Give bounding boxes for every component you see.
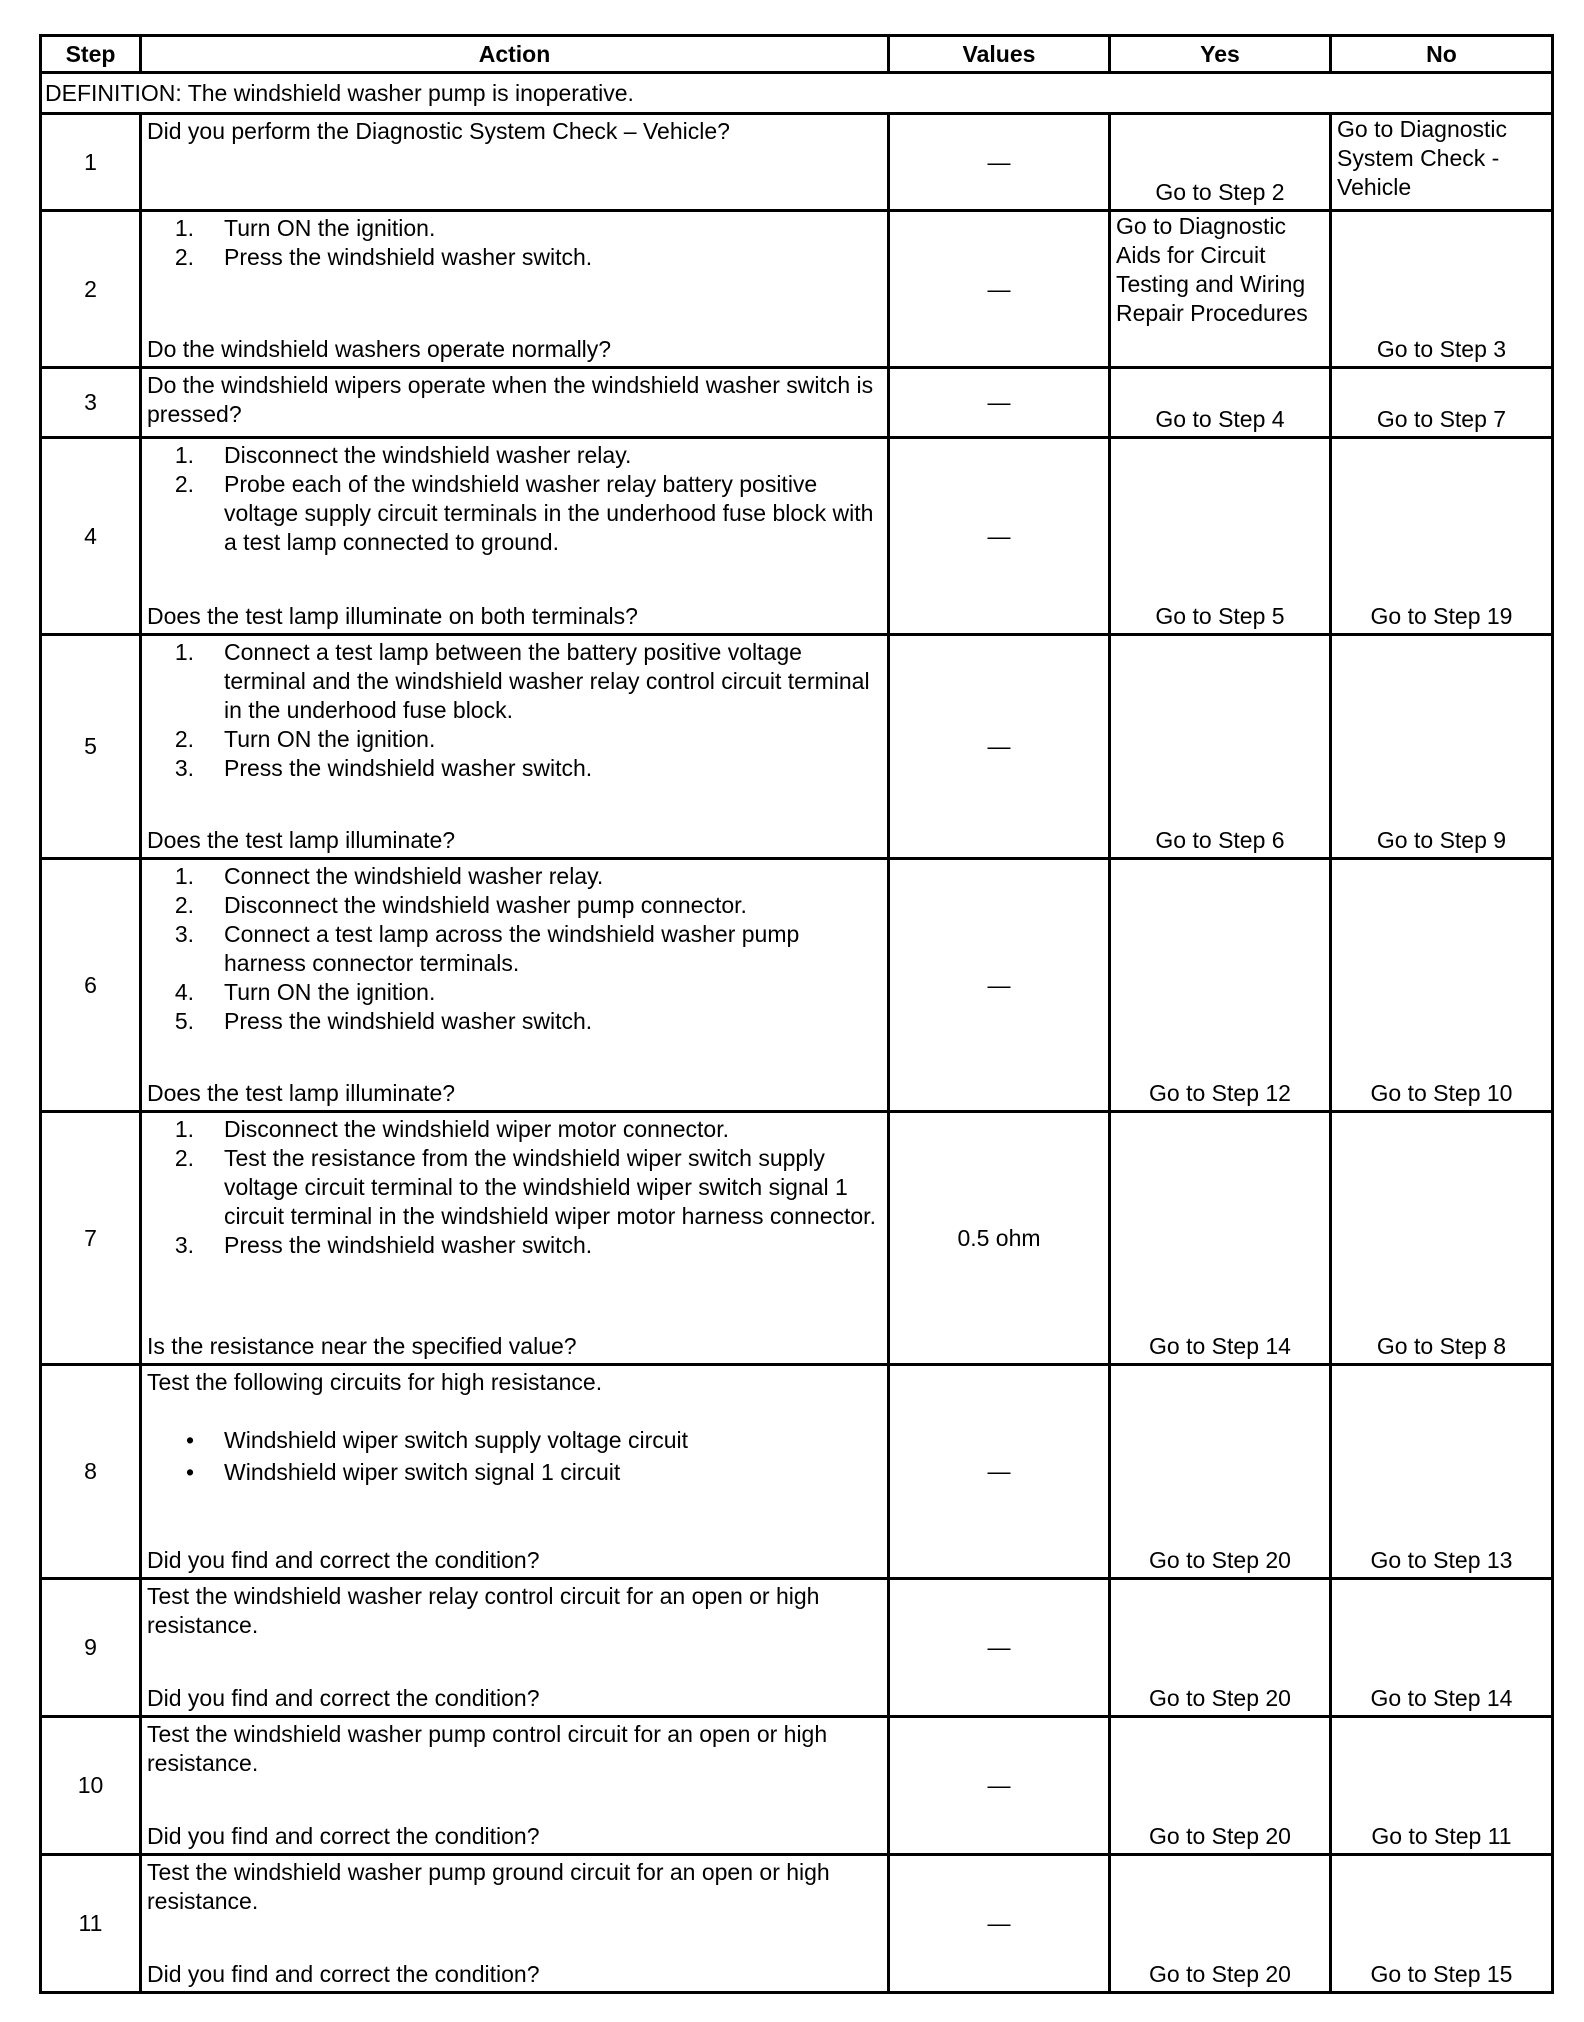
step-text: Connect a test lamp between the battery positive voltage terminal and the windshield washer relay control circuit terminal in the underhood fuse block. (224, 639, 870, 723)
header-values: Values (889, 36, 1110, 73)
action-intro: Do the windshield wipers operate when the windshield washer switch is pressed? (147, 372, 874, 427)
step-index: 1. (174, 1116, 194, 1142)
step-index: 4. (174, 979, 194, 1005)
header-no: No (1331, 36, 1553, 73)
no-cell: Go to Step 7 (1331, 368, 1553, 438)
header-row (41, 36, 1553, 73)
action-step (147, 1007, 882, 1036)
step-index: 3. (174, 921, 194, 947)
step-number: 10 (41, 1717, 141, 1855)
value-cell: — (889, 368, 1110, 438)
definition-row (41, 73, 1553, 114)
step-index: 2. (174, 244, 194, 270)
action-question: Did you find and correct the condition? (147, 1547, 540, 1573)
table-row (41, 368, 1553, 438)
table-row (41, 859, 1553, 1112)
action-question: Did you find and correct the condition? (147, 1961, 540, 1987)
table-row (41, 438, 1553, 635)
action-intro: Test the windshield washer pump control circuit for an open or high resistance. (147, 1721, 828, 1776)
action-cell (141, 114, 889, 211)
action-intro: Test the windshield washer relay control circuit for an open or high resistance. (147, 1583, 820, 1638)
value-cell: — (889, 114, 1110, 211)
action-cell (141, 1112, 889, 1365)
step-text: Disconnect the windshield washer relay. (224, 442, 632, 468)
yes-cell: Go to Step 2 (1110, 114, 1331, 211)
no-cell: Go to Step 15 (1331, 1855, 1553, 1993)
action-question: Did you find and correct the condition? (147, 1823, 540, 1849)
action-intro: Test the windshield washer pump ground circuit for an open or high resistance. (147, 1859, 830, 1914)
step-number: 1 (41, 114, 141, 211)
step-number: 6 (41, 859, 141, 1112)
header-yes: Yes (1110, 36, 1331, 73)
value-cell: — (889, 635, 1110, 859)
step-number: 8 (41, 1365, 141, 1579)
definition-text: DEFINITION: The windshield washer pump is inoperative. (41, 73, 1553, 114)
action-question: Does the test lamp illuminate? (147, 827, 456, 853)
yes-cell: Go to Step 6 (1110, 635, 1331, 859)
table-row (41, 635, 1553, 859)
header-step: Step (41, 36, 141, 73)
table-row (41, 114, 1553, 211)
action-step (147, 891, 882, 920)
action-cell (141, 1855, 889, 1993)
value-cell: — (889, 1855, 1110, 1993)
action-step (147, 1231, 882, 1260)
step-number: 3 (41, 368, 141, 438)
action-question: Does the test lamp illuminate on both terminals? (147, 603, 638, 629)
action-step (147, 1115, 882, 1144)
step-index: 3. (174, 755, 194, 781)
action-question: Did you find and correct the condition? (147, 1685, 540, 1711)
no-cell: Go to Step 11 (1331, 1717, 1553, 1855)
table-row (41, 1855, 1553, 1993)
bullet-item (147, 1426, 882, 1455)
table-row (41, 1112, 1553, 1365)
value-cell: — (889, 438, 1110, 635)
step-text: Press the windshield washer switch. (224, 755, 593, 781)
step-text: Turn ON the ignition. (224, 979, 436, 1005)
yes-cell: Go to Step 20 (1110, 1579, 1331, 1717)
bullet-icon: • (185, 1427, 194, 1453)
no-cell: Go to Step 13 (1331, 1365, 1553, 1579)
action-step (147, 754, 882, 783)
step-index: 2. (174, 726, 194, 752)
value-cell: — (889, 1365, 1110, 1579)
step-index: 1. (174, 215, 194, 241)
bullet-icon: • (185, 1459, 194, 1485)
yes-cell: Go to Step 12 (1110, 859, 1331, 1112)
step-index: 5. (174, 1008, 194, 1034)
action-step (147, 470, 882, 557)
value-cell: — (889, 859, 1110, 1112)
value-cell: — (889, 1717, 1110, 1855)
step-index: 1. (174, 639, 194, 665)
action-cell (141, 1579, 889, 1717)
value-cell: 0.5 ohm (889, 1112, 1110, 1365)
action-cell (141, 368, 889, 438)
action-step (147, 638, 882, 725)
action-intro: Test the following circuits for high resistance. (147, 1369, 603, 1395)
step-number: 5 (41, 635, 141, 859)
step-text: Turn ON the ignition. (224, 726, 436, 752)
yes-cell: Go to Diagnostic Aids for Circuit Testing and Wiring Repair Procedures (1110, 211, 1331, 368)
action-step (147, 1144, 882, 1231)
no-cell: Go to Step 9 (1331, 635, 1553, 859)
table-row (41, 211, 1553, 368)
action-step (147, 725, 882, 754)
yes-cell: Go to Step 20 (1110, 1717, 1331, 1855)
step-number: 7 (41, 1112, 141, 1365)
step-number: 4 (41, 438, 141, 635)
action-step (147, 441, 882, 470)
step-text: Connect the windshield washer relay. (224, 863, 604, 889)
yes-cell: Go to Step 4 (1110, 368, 1331, 438)
action-cell (141, 438, 889, 635)
bullet-item (147, 1458, 882, 1487)
action-cell (141, 1365, 889, 1579)
step-text: Disconnect the windshield wiper motor connector. (224, 1116, 729, 1142)
value-cell: — (889, 1579, 1110, 1717)
step-text: Turn ON the ignition. (224, 215, 436, 241)
diagnostic-table (39, 34, 1554, 1994)
bullet-text: Windshield wiper switch supply voltage circuit (224, 1427, 689, 1453)
action-step (147, 243, 882, 272)
action-step (147, 214, 882, 243)
action-intro: Did you perform the Diagnostic System Check – Vehicle? (147, 118, 730, 144)
no-cell: Go to Step 8 (1331, 1112, 1553, 1365)
action-step (147, 920, 882, 978)
no-cell: Go to Step 10 (1331, 859, 1553, 1112)
step-text: Disconnect the windshield washer pump connector. (224, 892, 747, 918)
action-step (147, 978, 882, 1007)
step-index: 3. (174, 1232, 194, 1258)
yes-cell: Go to Step 5 (1110, 438, 1331, 635)
no-cell: Go to Diagnostic System Check - Vehicle (1331, 114, 1553, 211)
step-index: 1. (174, 442, 194, 468)
value-cell: — (889, 211, 1110, 368)
step-number: 9 (41, 1579, 141, 1717)
step-index: 1. (174, 863, 194, 889)
table-row (41, 1717, 1553, 1855)
step-text: Connect a test lamp across the windshield washer pump harness connector terminals. (224, 921, 800, 976)
action-cell (141, 211, 889, 368)
step-text: Test the resistance from the windshield wiper switch supply voltage circuit terminal to the windshield wiper switch signal 1 circuit terminal in the windshield wiper motor harness connector. (224, 1145, 876, 1229)
action-question: Do the windshield washers operate normally? (147, 336, 612, 362)
yes-cell: Go to Step 20 (1110, 1365, 1331, 1579)
bullet-text: Windshield wiper switch signal 1 circuit (224, 1459, 621, 1485)
action-cell (141, 1717, 889, 1855)
step-number: 2 (41, 211, 141, 368)
action-question: Is the resistance near the specified value? (147, 1333, 577, 1359)
action-step (147, 862, 882, 891)
no-cell: Go to Step 14 (1331, 1579, 1553, 1717)
step-index: 2. (174, 1145, 194, 1171)
header-action: Action (141, 36, 889, 73)
no-cell: Go to Step 19 (1331, 438, 1553, 635)
yes-cell: Go to Step 20 (1110, 1855, 1331, 1993)
step-text: Press the windshield washer switch. (224, 1008, 593, 1034)
action-question: Does the test lamp illuminate? (147, 1080, 456, 1106)
step-number: 11 (41, 1855, 141, 1993)
yes-cell: Go to Step 14 (1110, 1112, 1331, 1365)
table-row (41, 1579, 1553, 1717)
step-text: Press the windshield washer switch. (224, 1232, 593, 1258)
step-index: 2. (174, 892, 194, 918)
step-text: Press the windshield washer switch. (224, 244, 593, 270)
step-text: Probe each of the windshield washer relay battery positive voltage supply circuit terminals in the underhood fuse block with a test lamp connected to ground. (224, 471, 874, 555)
no-cell: Go to Step 3 (1331, 211, 1553, 368)
action-cell (141, 859, 889, 1112)
action-cell (141, 635, 889, 859)
step-index: 2. (174, 471, 194, 497)
table-row (41, 1365, 1553, 1579)
